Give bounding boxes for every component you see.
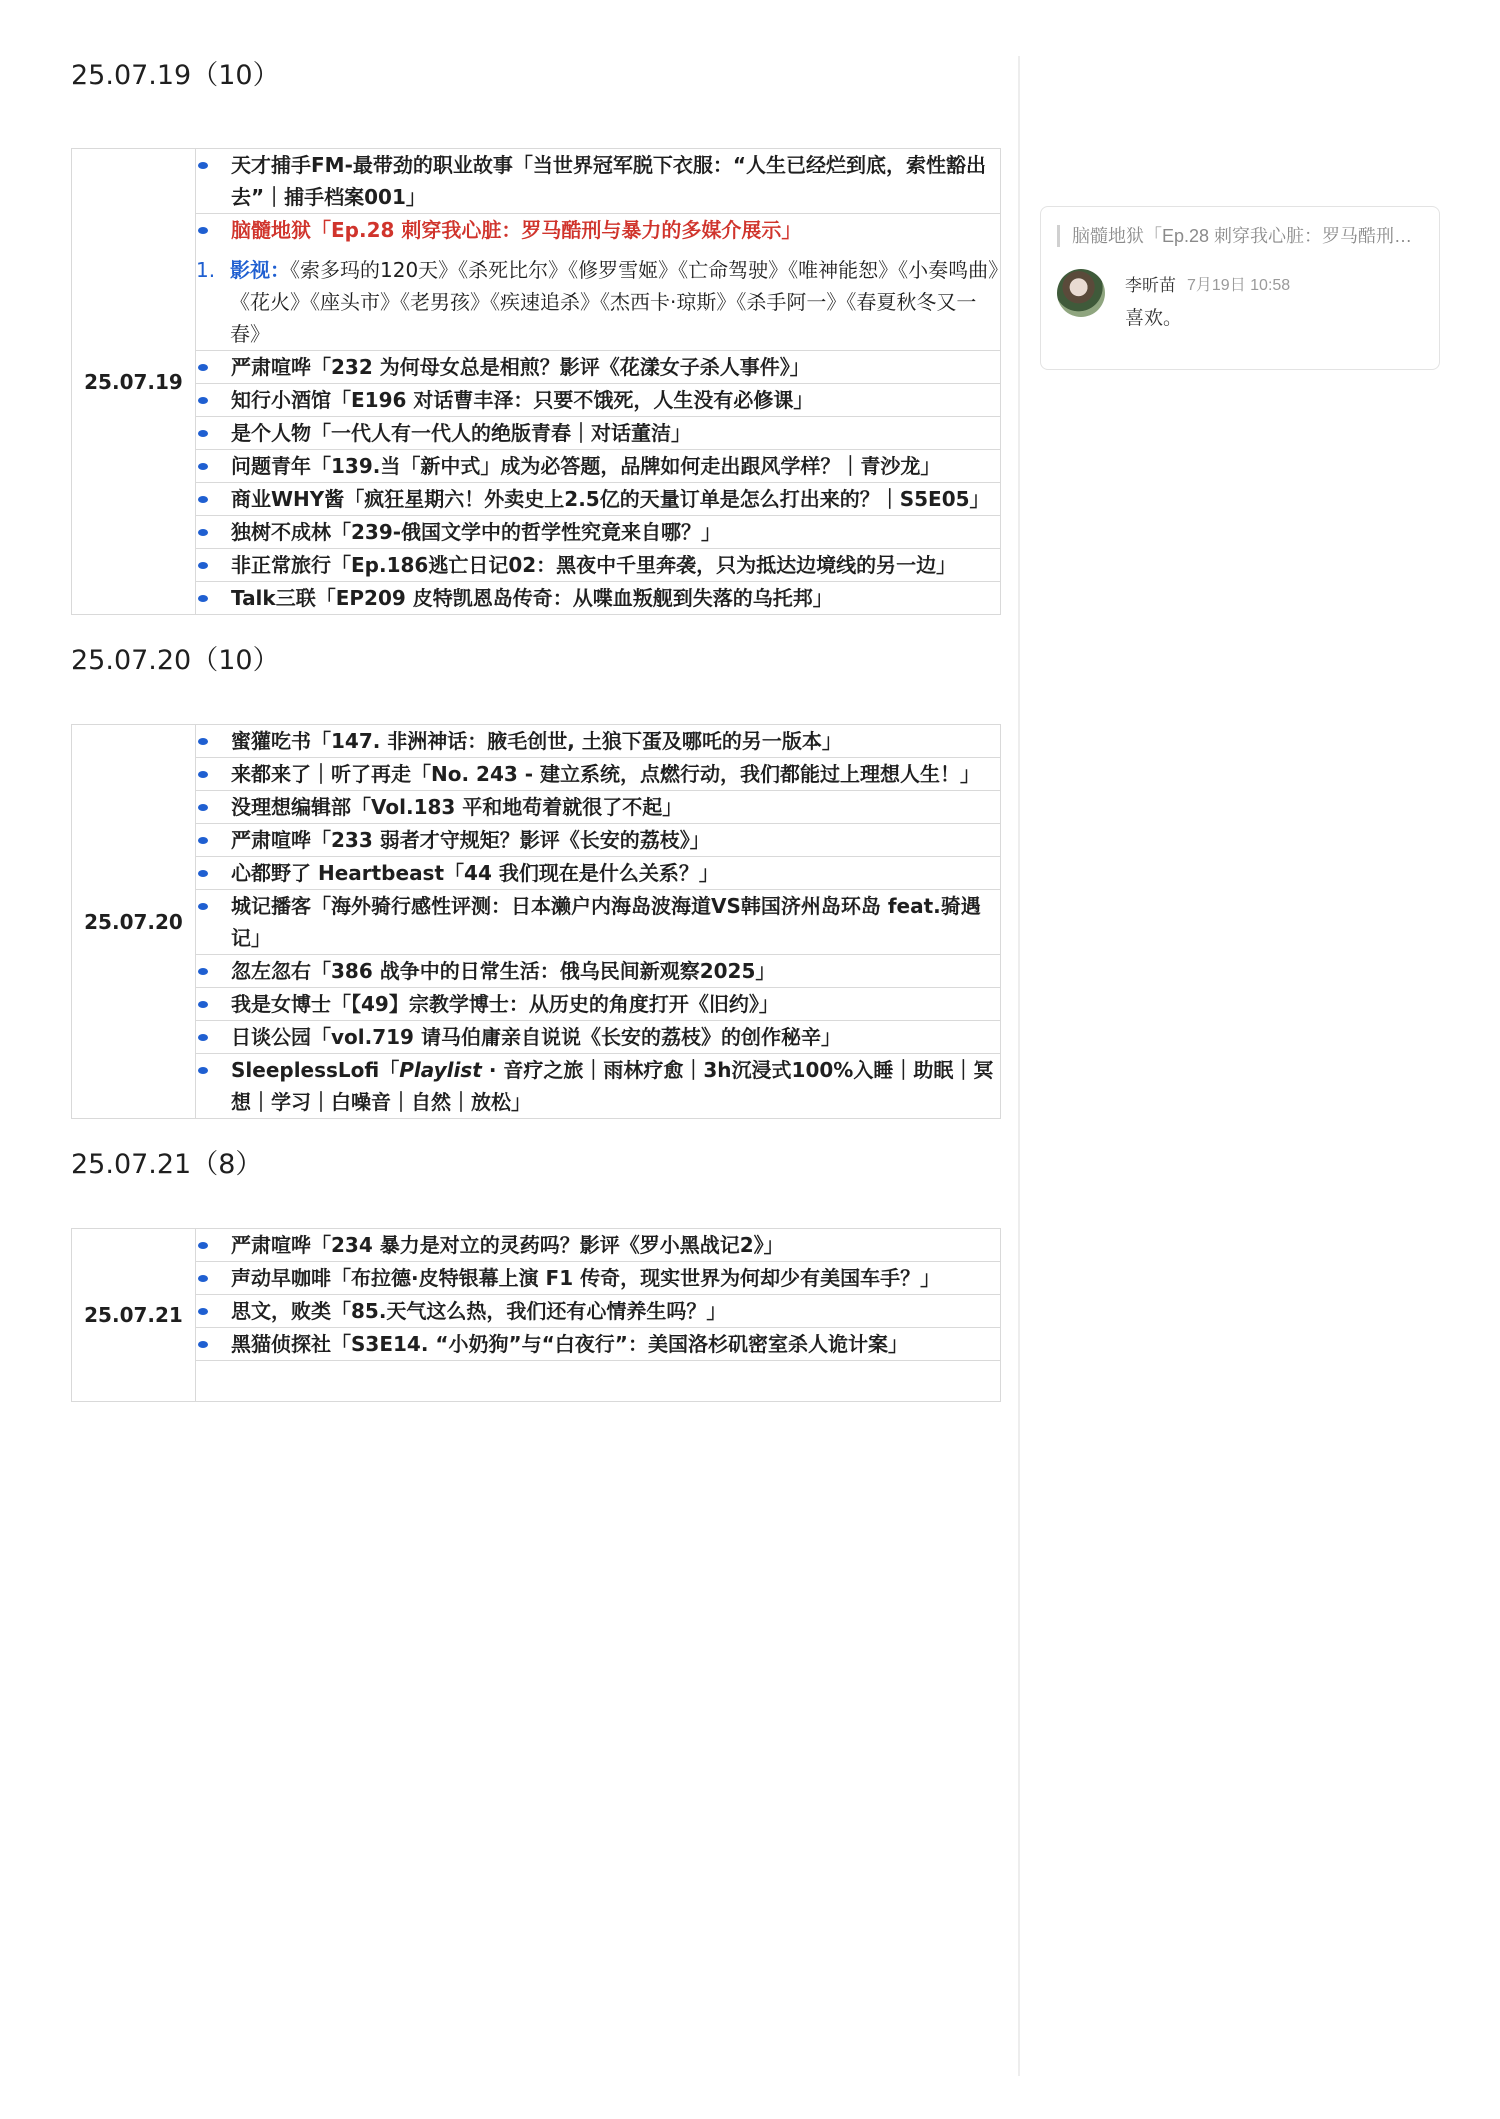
episode-title: 声动早咖啡「布拉德·皮特银幕上演 F1 传奇，现实世界为何却少有美国车手？」: [231, 1266, 941, 1290]
bullet-icon: [198, 1341, 208, 1348]
bullet-icon: [198, 1001, 208, 1008]
episode-title: 黑猫侦探社「S3E14. “小奶狗”与“白夜行”：美国洛杉矶密室杀人诡计案」: [231, 1332, 908, 1356]
episode-item[interactable]: [196, 214, 1001, 351]
bullet-icon: [198, 903, 208, 910]
episode-title: 非正常旅行「Ep.186逃亡日记02：黑夜中千里奔袭，只为抵达边境线的另一边」: [231, 553, 957, 577]
episode-item[interactable]: [196, 351, 1001, 384]
bullet-icon: [198, 1308, 208, 1315]
episode-item[interactable]: [196, 1328, 1001, 1361]
episode-item[interactable]: [196, 1262, 1001, 1295]
bullet-icon: [198, 738, 208, 745]
episode-item[interactable]: [196, 890, 1001, 955]
bullet-icon: [198, 496, 208, 503]
main-content: [71, 0, 1001, 1402]
bullet-icon: [198, 1034, 208, 1041]
bullet-icon: [198, 1275, 208, 1282]
comment-quote[interactable]: 脑髓地狱「Ep.28 刺穿我心脏：罗马酷刑…: [1057, 225, 1432, 247]
episode-title: 知行小酒馆「E196 对话曹丰泽：只要不饿死，人生没有必修课」: [231, 388, 814, 412]
episode-item[interactable]: [196, 1229, 1001, 1262]
episode-title: 蜜獾吃书「147. 非洲神话：腋毛创世, 土狼下蛋及哪吒的另一版本」: [231, 729, 842, 753]
day-table: [71, 1228, 1001, 1402]
episode-title: 严肃喧哗「234 暴力是对立的灵药吗？影评《罗小黑战记2》」: [231, 1233, 784, 1257]
bullet-icon: [198, 397, 208, 404]
note-number: 1.: [196, 258, 216, 282]
comment-text: 喜欢。: [1125, 308, 1183, 329]
bullet-icon: [198, 562, 208, 569]
episode-item[interactable]: [196, 483, 1001, 516]
bullet-icon: [198, 430, 208, 437]
episode-item-partial: [196, 1361, 1001, 1402]
episode-item[interactable]: [196, 1021, 1001, 1054]
episode-title: 忽左忽右「386 战争中的日常生活：俄乌民间新观察2025」: [231, 959, 776, 983]
bullet-icon: [198, 162, 208, 169]
avatar[interactable]: [1057, 269, 1105, 317]
episode-title: 商业WHY酱「疯狂星期六！外卖史上2.5亿的天量订单是怎么打出来的？｜S5E05」: [231, 487, 990, 511]
day-heading: 25.07.21（8）: [71, 1149, 263, 1180]
episode-title: 我是女博士「【49】宗教学博士：从历史的角度打开《旧约》」: [231, 992, 779, 1016]
episode-item[interactable]: [196, 1295, 1001, 1328]
comment-time: 7月19日 10:58: [1187, 277, 1291, 294]
day-heading: 25.07.19（10）: [71, 60, 280, 91]
bullet-icon: [198, 227, 208, 234]
bullet-icon: [198, 968, 208, 975]
episode-item[interactable]: [196, 549, 1001, 582]
comment-author: 李昕苗: [1125, 276, 1176, 295]
day-heading: 25.07.20（10）: [71, 645, 280, 676]
bullet-icon: [198, 1067, 208, 1074]
episode-item[interactable]: [196, 450, 1001, 483]
episode-item[interactable]: [196, 384, 1001, 417]
episode-item[interactable]: [196, 857, 1001, 890]
episode-item[interactable]: [196, 417, 1001, 450]
date-cell: 25.07.19: [72, 149, 196, 615]
episode-title: 心都野了 Heartbeast「44 我们现在是什么关系？」: [231, 861, 719, 885]
bullet-icon: [198, 529, 208, 536]
note-text: 《索多玛的120天》《杀死比尔》《修罗雪姬》《亡命驾驶》《唯神能恕》《小奏鸣曲》《花火》《座头市》《老男孩》《疾速追杀》《杰西卡·琼斯》《杀手阿一》《春夏秋冬又一春》: [230, 258, 999, 346]
day-table: [71, 724, 1001, 1119]
episode-item[interactable]: [196, 824, 1001, 857]
episode-title: 严肃喧哗「233 弱者才守规矩？影评《长安的荔枝》」: [231, 828, 710, 852]
comment-card[interactable]: [1040, 206, 1440, 370]
episode-item[interactable]: [196, 725, 1001, 758]
episode-item[interactable]: [196, 955, 1001, 988]
episode-item[interactable]: [196, 1054, 1001, 1119]
episode-title: 天才捕手FM-最带劲的职业故事「当世界冠军脱下衣服：“人生已经烂到底，索性豁出去”｜捕手档案001」: [231, 153, 987, 209]
bullet-icon: [198, 364, 208, 371]
note-label: 影视：: [230, 258, 290, 282]
episode-title: 没理想编辑部「Vol.183 平和地苟着就很了不起」: [231, 795, 683, 819]
episode-title: 独树不成林「239-俄国文学中的哲学性究竟来自哪？」: [231, 520, 722, 544]
episode-title: 日谈公园「vol.719 请马伯庸亲自说说《长安的荔枝》的创作秘辛」: [231, 1025, 841, 1049]
episode-title: 严肃喧哗「232 为何母女总是相煎？影评《花漾女子杀人事件》」: [231, 355, 810, 379]
episode-item[interactable]: [196, 516, 1001, 549]
episode-item[interactable]: [196, 149, 1001, 214]
episode-item[interactable]: [196, 758, 1001, 791]
bullet-icon: [198, 804, 208, 811]
episode-item[interactable]: [196, 791, 1001, 824]
bullet-icon: [198, 837, 208, 844]
date-cell: 25.07.21: [72, 1229, 196, 1402]
episode-title: 城记播客「海外骑行感性评测：日本濑户内海岛波海道VS韩国济州岛环岛 feat.骑遇记」: [231, 894, 981, 950]
episode-item[interactable]: [196, 988, 1001, 1021]
column-divider: [1018, 56, 1020, 2076]
bullet-icon: [198, 870, 208, 877]
bullet-icon: [198, 771, 208, 778]
italic-text: Playlist: [399, 1058, 482, 1082]
bullet-icon: [198, 595, 208, 602]
episode-title: 问题青年「139.当「新中式」成为必答题，品牌如何走出跟风学样？｜青沙龙」: [231, 454, 941, 478]
episode-title: 思文，败类「85.天气这么热，我们还有心情养生吗？」: [231, 1299, 727, 1323]
episode-title: 来都来了｜听了再走「No. 243 - 建立系统，点燃行动，我们都能过上理想人生！」: [231, 762, 981, 786]
episode-title: 是个人物「一代人有一代人的绝版青春｜对话董洁」: [231, 421, 691, 445]
bullet-icon: [198, 463, 208, 470]
episode-note: [196, 254, 1000, 350]
episode-item[interactable]: [196, 582, 1001, 615]
date-cell: 25.07.20: [72, 725, 196, 1119]
episode-title-highlighted: 脑髓地狱「Ep.28 刺穿我心脏：罗马酷刑与暴力的多媒介展示」: [231, 218, 802, 242]
bullet-icon: [198, 1242, 208, 1249]
day-table: [71, 148, 1001, 615]
episode-title: SleeplessLofi「Playlist · 音疗之旅｜雨林疗愈｜3h沉浸式100%入睡｜助眠｜冥想｜学习｜白噪音｜自然｜放松」: [231, 1058, 994, 1114]
episode-title: Talk三联「EP209 皮特凯恩岛传奇：从喋血叛舰到失落的乌托邦」: [231, 586, 833, 610]
